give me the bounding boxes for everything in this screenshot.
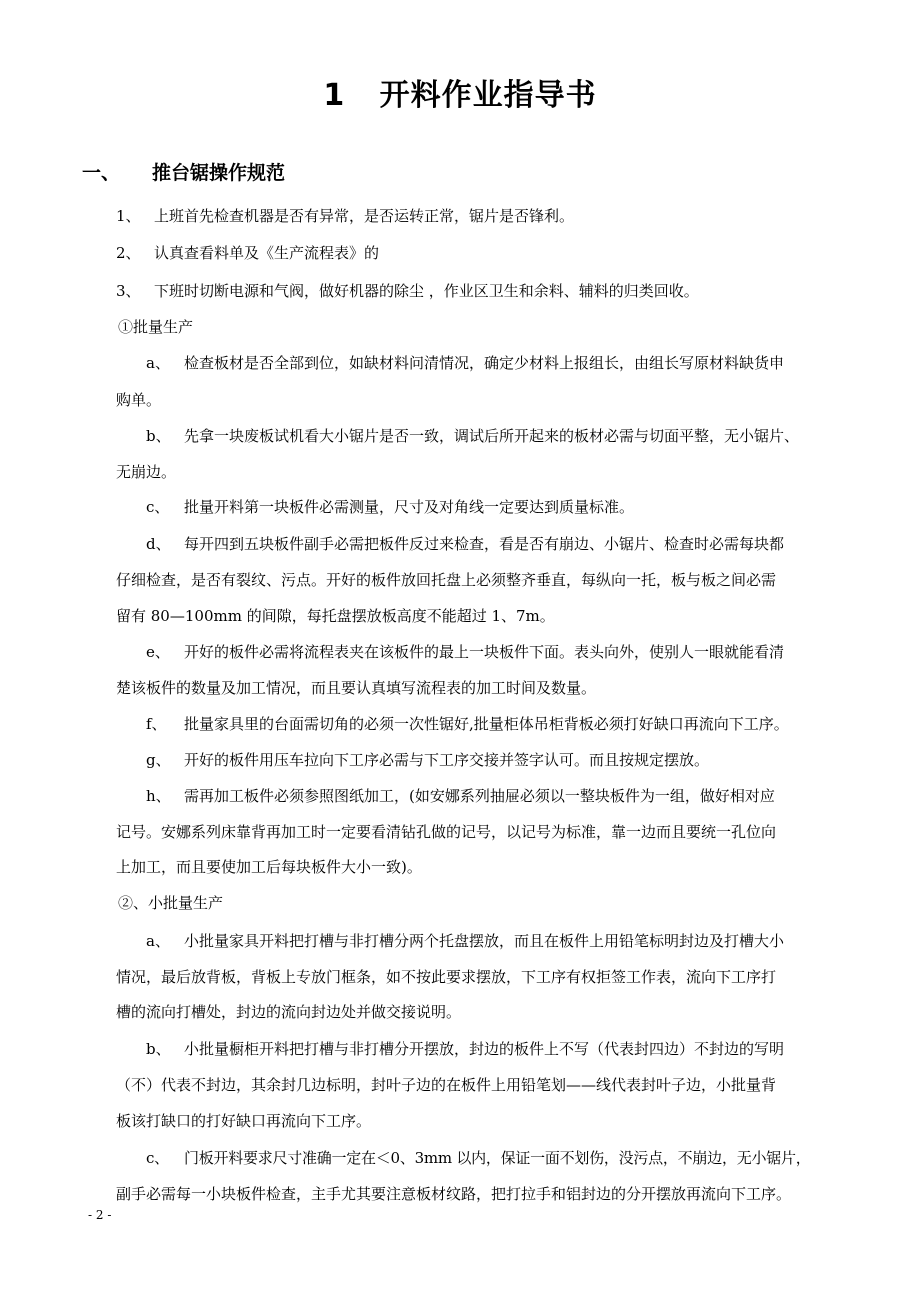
- item-text: 检查板材是否全部到位，如缺材料问清情况，确定少材料上报组长，由组长写原材料缺货申: [184, 354, 785, 372]
- item-text: 每开四到五块板件副手必需把板件反过来检查，看是否有崩边、小锯片、检查时必需每块都: [184, 535, 785, 553]
- rule-number: 1、: [116, 207, 141, 225]
- small-item-b: [146, 1039, 784, 1059]
- subsection-small-batch: ②、小批量生产: [118, 894, 224, 912]
- rule-text: 认真查看料单及《生产流程表》的: [154, 244, 380, 262]
- batch-item-c: [146, 497, 634, 517]
- rule-text: 下班时切断电源和气阀，做好机器的除尘 ，作业区卫生和余料、辅料的归类回收。: [154, 282, 699, 300]
- small-item-a-cont: 槽的流向打槽处，封边的流向封边处并做交接说明。: [116, 1003, 462, 1021]
- rule-number: 3、: [116, 282, 141, 300]
- batch-item-d-cont: 仔细检查，是否有裂纹、污点。开好的板件放回托盘上必须整齐垂直，每纵向一托，板与板之间必需: [116, 571, 777, 589]
- item-text: 门板开料要求尺寸准确一定在＜0、3mm 以内，保证一面不划伤，没污点，不崩边，无小锯片，: [184, 1149, 811, 1167]
- rule-item: [116, 281, 699, 301]
- batch-item-b: [146, 426, 799, 446]
- document-title: 1 开料作业指导书: [323, 78, 597, 113]
- rule-text: 上班首先检查机器是否有异常，是否运转正常，锯片是否锋利。: [154, 207, 575, 225]
- item-text: 开好的板件用压车拉向下工序必需与下工序交接并签字认可。而且按规定摆放。: [184, 751, 710, 769]
- item-label: b、: [146, 1040, 171, 1058]
- item-label: c、: [146, 498, 170, 516]
- batch-item-g: [146, 750, 709, 770]
- batch-item-b-cont: 无崩边。: [116, 463, 177, 481]
- small-item-c: [146, 1148, 810, 1168]
- item-text: 开好的板件必需将流程表夹在该板件的最上一块板件下面。表头向外，使别人一眼就能看清: [184, 643, 785, 661]
- small-item-a: [146, 931, 784, 951]
- small-item-c-cont: 副手必需每一小块板件检查，主手尤其要注意板材纹路，把打拉手和铝封边的分开摆放再流向下工序。: [116, 1185, 792, 1203]
- small-item-b-cont: （不）代表不封边，其余封几边标明，封叶子边的在板件上用铅笔划——线代表封叶子边，小批量背: [116, 1076, 777, 1094]
- section-number: 一、: [82, 162, 121, 184]
- rule-number: 2、: [116, 244, 141, 262]
- item-text: 批量家具里的台面需切角的必须一次性锯好,批量柜体吊柜背板必须打好缺口再流向下工序。: [184, 715, 789, 733]
- subsection-batch: ①批量生产: [118, 318, 194, 336]
- item-label: g、: [146, 751, 171, 769]
- item-label: e、: [146, 643, 170, 661]
- rule-item: [116, 243, 379, 263]
- batch-item-d-cont: 留有 80—100mm 的间隙，每托盘摆放板高度不能超过 1、7m。: [116, 607, 555, 625]
- batch-item-h-cont: 上加工，而且要使加工后每块板件大小一致)。: [116, 858, 422, 876]
- item-label: a、: [146, 932, 170, 950]
- small-item-b-cont: 板该打缺口的打好缺口再流向下工序。: [116, 1112, 372, 1130]
- batch-item-e: [146, 642, 784, 662]
- item-text: 小批量家具开料把打槽与非打槽分两个托盘摆放，而且在板件上用铅笔标明封边及打槽大小: [184, 932, 785, 950]
- batch-item-h: [146, 786, 775, 806]
- item-label: a、: [146, 354, 170, 372]
- item-label: d、: [146, 535, 171, 553]
- batch-item-d: [146, 534, 784, 554]
- small-item-a-cont: 情况，最后放背板，背板上专放门框条，如不按此要求摆放，下工序有权拒签工作表，流向下工序打: [116, 968, 777, 986]
- item-label: b、: [146, 427, 171, 445]
- item-label: f、: [146, 715, 167, 733]
- batch-item-f: [146, 714, 789, 734]
- rule-item: [116, 206, 574, 226]
- item-text: 小批量橱柜开料把打槽与非打槽分开摆放，封边的板件上不写（代表封四边）不封边的写明: [184, 1040, 785, 1058]
- item-label: h、: [146, 787, 171, 805]
- page-number: - 2 -: [88, 1208, 112, 1222]
- batch-item-h-cont: 记号。安娜系列床靠背再加工时一定要看清钻孔做的记号，以记号为标准，靠一边而且要统一孔位向: [116, 823, 777, 841]
- item-text: 批量开料第一块板件必需测量，尺寸及对角线一定要达到质量标准。: [184, 498, 635, 516]
- section-heading: [82, 158, 285, 185]
- batch-item-a-cont: 购单。: [116, 391, 162, 409]
- item-label: c、: [146, 1149, 169, 1167]
- item-text: 先拿一块废板试机看大小锯片是否一致，调试后所开起来的板材必需与切面平整，无小锯片、: [184, 427, 800, 445]
- batch-item-a: [146, 353, 784, 373]
- batch-item-e-cont: 楚该板件的数量及加工情况，而且要认真填写流程表的加工时间及数量。: [116, 679, 597, 697]
- section-title: 推台锯操作规范: [152, 162, 286, 184]
- item-text: 需再加工板件必须参照图纸加工，(如安娜系列抽屉必须以一整块板件为一组，做好相对应: [184, 787, 775, 805]
